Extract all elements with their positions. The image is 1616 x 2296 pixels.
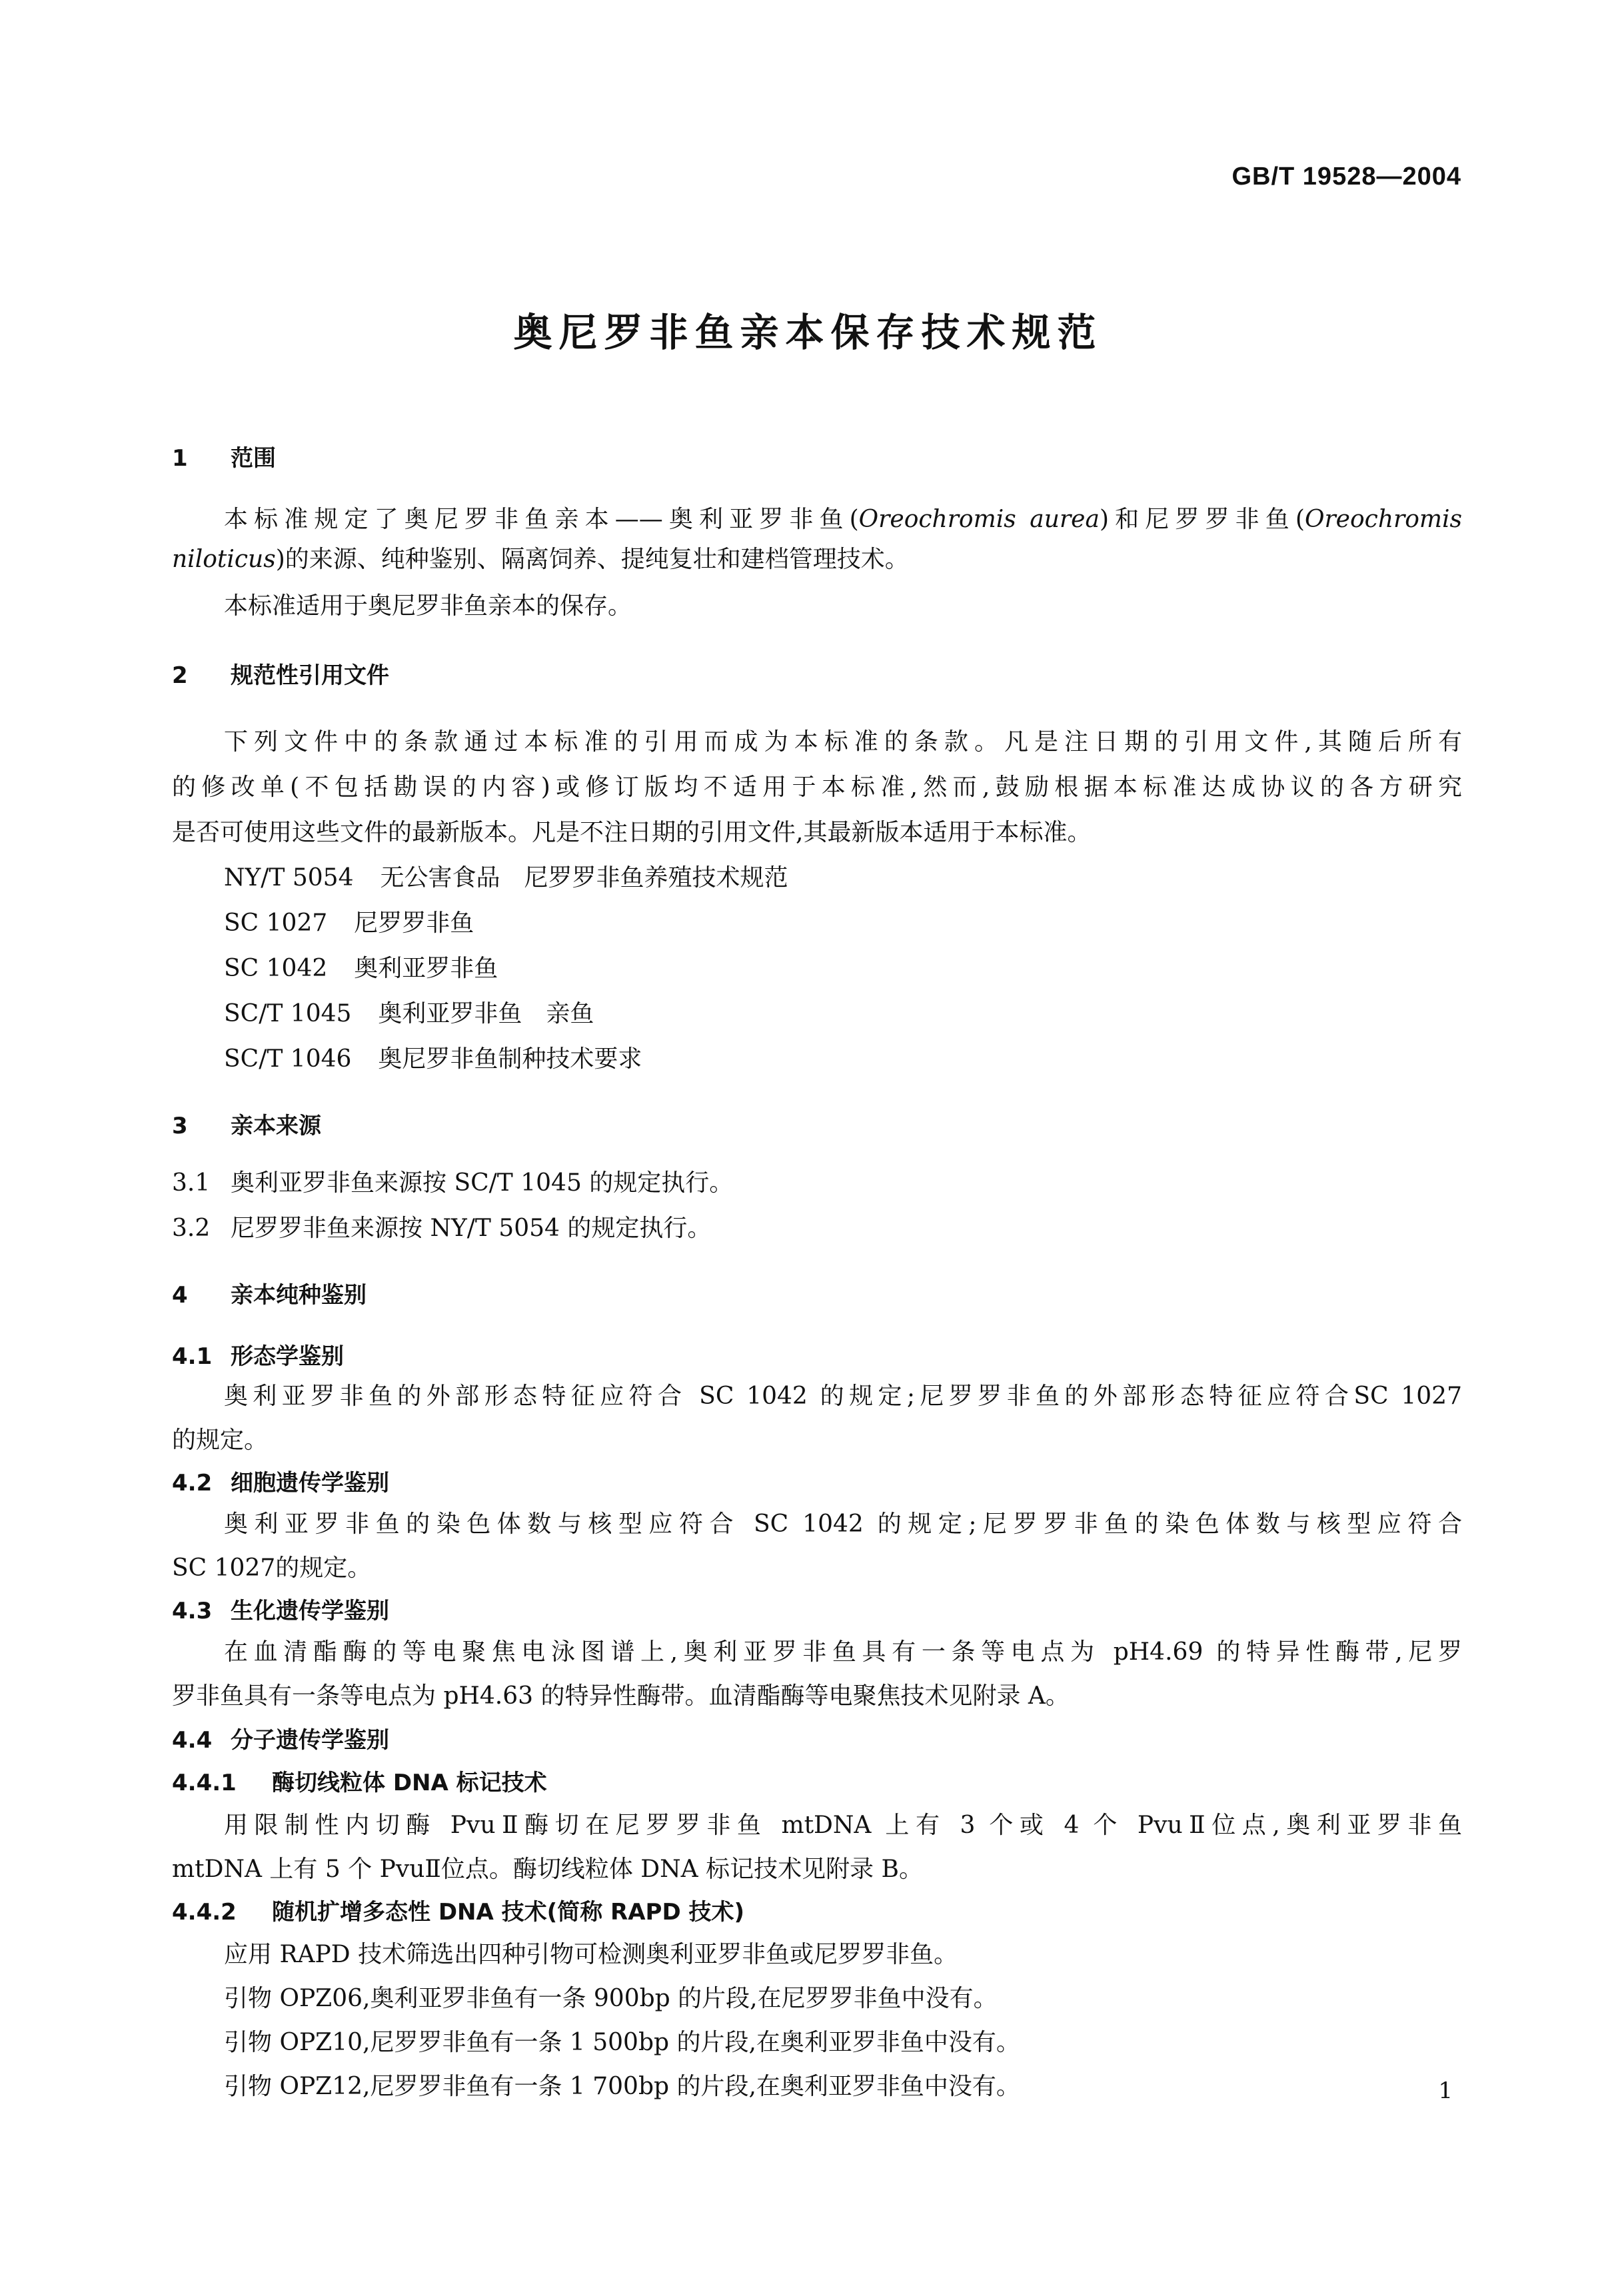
clause-number: 4.4.2 [172,1899,237,1926]
reference-title: 无公害食品 尼罗罗非鱼养殖技术规范 [380,864,788,891]
paragraph-line: 是否可使用这些文件的最新版本。凡是不注日期的引用文件,其最新版本适用于本标准。 [172,819,1092,846]
text-run: )的来源、纯种鉴别、隔离饲养、提纯复壮和建档管理技术。 [275,546,909,573]
clause-title: 细胞遗传学鉴别 [231,1470,389,1496]
clause-number: 3.2 [172,1215,211,1242]
paragraph-line: 引物 OPZ06,奥利亚罗非鱼有一条 900bp 的片段,在尼罗罗非鱼中没有。 [224,1985,998,2012]
clause-number: 4.4 [172,1727,213,1754]
section-1-heading [172,442,276,474]
reference-item [224,862,788,894]
clause-4-4-1-heading [172,1767,547,1799]
paragraph-line: 奥利亚罗非鱼的外部形态特征应符合 SC 1042 的规定;尼罗罗非鱼的外部形态特征应符合SC 1027 [224,1383,1462,1410]
paragraph-line: 引物 OPZ10,尼罗罗非鱼有一条 1 500bp 的片段,在奥利亚罗非鱼中没有。 [224,2029,1020,2056]
paragraph-line: mtDNA 上有 5 个 PvuⅡ位点。酶切线粒体 DNA 标记技术见附录 B。 [172,1856,924,1883]
section-title: 规范性引用文件 [231,662,389,689]
clause-title: 生化遗传学鉴别 [231,1598,389,1624]
section-3-heading [172,1110,321,1142]
reference-item [224,953,498,985]
standard-code: GB/T 19528—2004 [1231,163,1461,191]
clause-number: 4.3 [172,1598,213,1624]
species-name: Oreochromis [1304,506,1463,533]
paragraph-line: 奥利亚罗非鱼的染色体数与核型应符合 SC 1042 的规定;尼罗罗非鱼的染色体数与核型应符合 [224,1510,1462,1538]
reference-title: 奥尼罗非鱼制种技术要求 [378,1045,642,1073]
species-name: niloticus [172,546,276,573]
clause-number: 3.1 [172,1169,211,1197]
clause-4-1-heading [172,1341,344,1373]
reference-code: NY/T 5054 [224,864,354,891]
paragraph-line [224,504,1462,536]
paragraph-line: 应用 RAPD 技术筛选出四种引物可检测奥利亚罗非鱼或尼罗罗非鱼。 [224,1941,958,1968]
clause-title: 分子遗传学鉴别 [231,1727,389,1754]
reference-item [224,1043,642,1075]
document-title: 奥尼罗非鱼亲本保存技术规范 [513,310,1103,355]
clause-4-2-heading [172,1467,389,1499]
paragraph-line: 罗非鱼具有一条等电点为 pH4.63 的特异性酶带。血清酯酶等电聚焦技术见附录 A。 [172,1682,1070,1710]
page-number: 1 [1438,2077,1453,2104]
reference-code: SC 1042 [224,955,328,982]
paragraph-line: 用限制性内切酶 PvuⅡ酶切在尼罗罗非鱼 mtDNA 上有 3 个或 4 个 PvuⅡ位点,奥利亚罗非鱼 [224,1812,1462,1839]
reference-title: 奥利亚罗非鱼 亲鱼 [378,1000,594,1027]
section-title: 亲本纯种鉴别 [231,1282,367,1309]
clause-text: 奥利亚罗非鱼来源按 SC/T 1045 的规定执行。 [231,1169,734,1197]
paragraph-line: 在血清酯酶的等电聚焦电泳图谱上,奥利亚罗非鱼具有一条等电点为 pH4.69 的特异性酶带,尼罗 [224,1638,1462,1666]
paragraph-line: 的规定。 [172,1427,269,1454]
section-title: 范围 [231,445,276,472]
clause-number: 4.4.1 [172,1770,237,1796]
section-title: 亲本来源 [231,1113,321,1139]
section-4-heading [172,1279,367,1311]
clause-text: 尼罗罗非鱼来源按 NY/T 5054 的规定执行。 [231,1215,712,1242]
species-name: Oreochromis aurea [858,506,1100,533]
reference-code: SC/T 1046 [224,1045,352,1073]
clause-4-4-heading [172,1724,389,1756]
clause-title: 随机扩增多态性 DNA 技术(简称 RAPD 技术) [272,1899,745,1926]
clause-number: 4.2 [172,1470,213,1496]
paragraph-line [172,544,909,576]
text-run: )和尼罗罗非鱼( [1099,506,1305,533]
section-2-heading [172,660,389,692]
paragraph-line: SC 1027的规定。 [172,1554,372,1582]
reference-title: 尼罗罗非鱼 [354,909,474,937]
reference-title: 奥利亚罗非鱼 [354,955,498,982]
reference-code: SC 1027 [224,909,328,937]
reference-item [224,998,594,1030]
clause-4-3-heading [172,1595,389,1627]
section-number: 2 [172,662,188,689]
paragraph-line: 引物 OPZ12,尼罗罗非鱼有一条 1 700bp 的片段,在奥利亚罗非鱼中没有。 [224,2073,1020,2100]
clause-3-1 [172,1167,733,1199]
clause-4-4-2-heading [172,1896,744,1928]
section-number: 3 [172,1113,188,1139]
clause-title: 形态学鉴别 [231,1343,344,1370]
clause-3-2 [172,1213,711,1245]
clause-number: 4.1 [172,1343,213,1370]
reference-item [224,907,474,939]
paragraph-line: 下列文件中的条款通过本标准的引用而成为本标准的条款。凡是注日期的引用文件,其随后所有 [224,728,1462,756]
reference-code: SC/T 1045 [224,1000,352,1027]
paragraph-line: 本标准适用于奥尼罗非鱼亲本的保存。 [224,592,632,620]
paragraph-line: 的修改单(不包括勘误的内容)或修订版均不适用于本标准,然而,鼓励根据本标准达成协议的各方研究 [172,774,1462,801]
clause-title: 酶切线粒体 DNA 标记技术 [272,1770,547,1796]
section-number: 1 [172,445,188,472]
text-run: 本标准规定了奥尼罗非鱼亲本——奥利亚罗非鱼( [224,506,859,533]
section-number: 4 [172,1282,188,1309]
